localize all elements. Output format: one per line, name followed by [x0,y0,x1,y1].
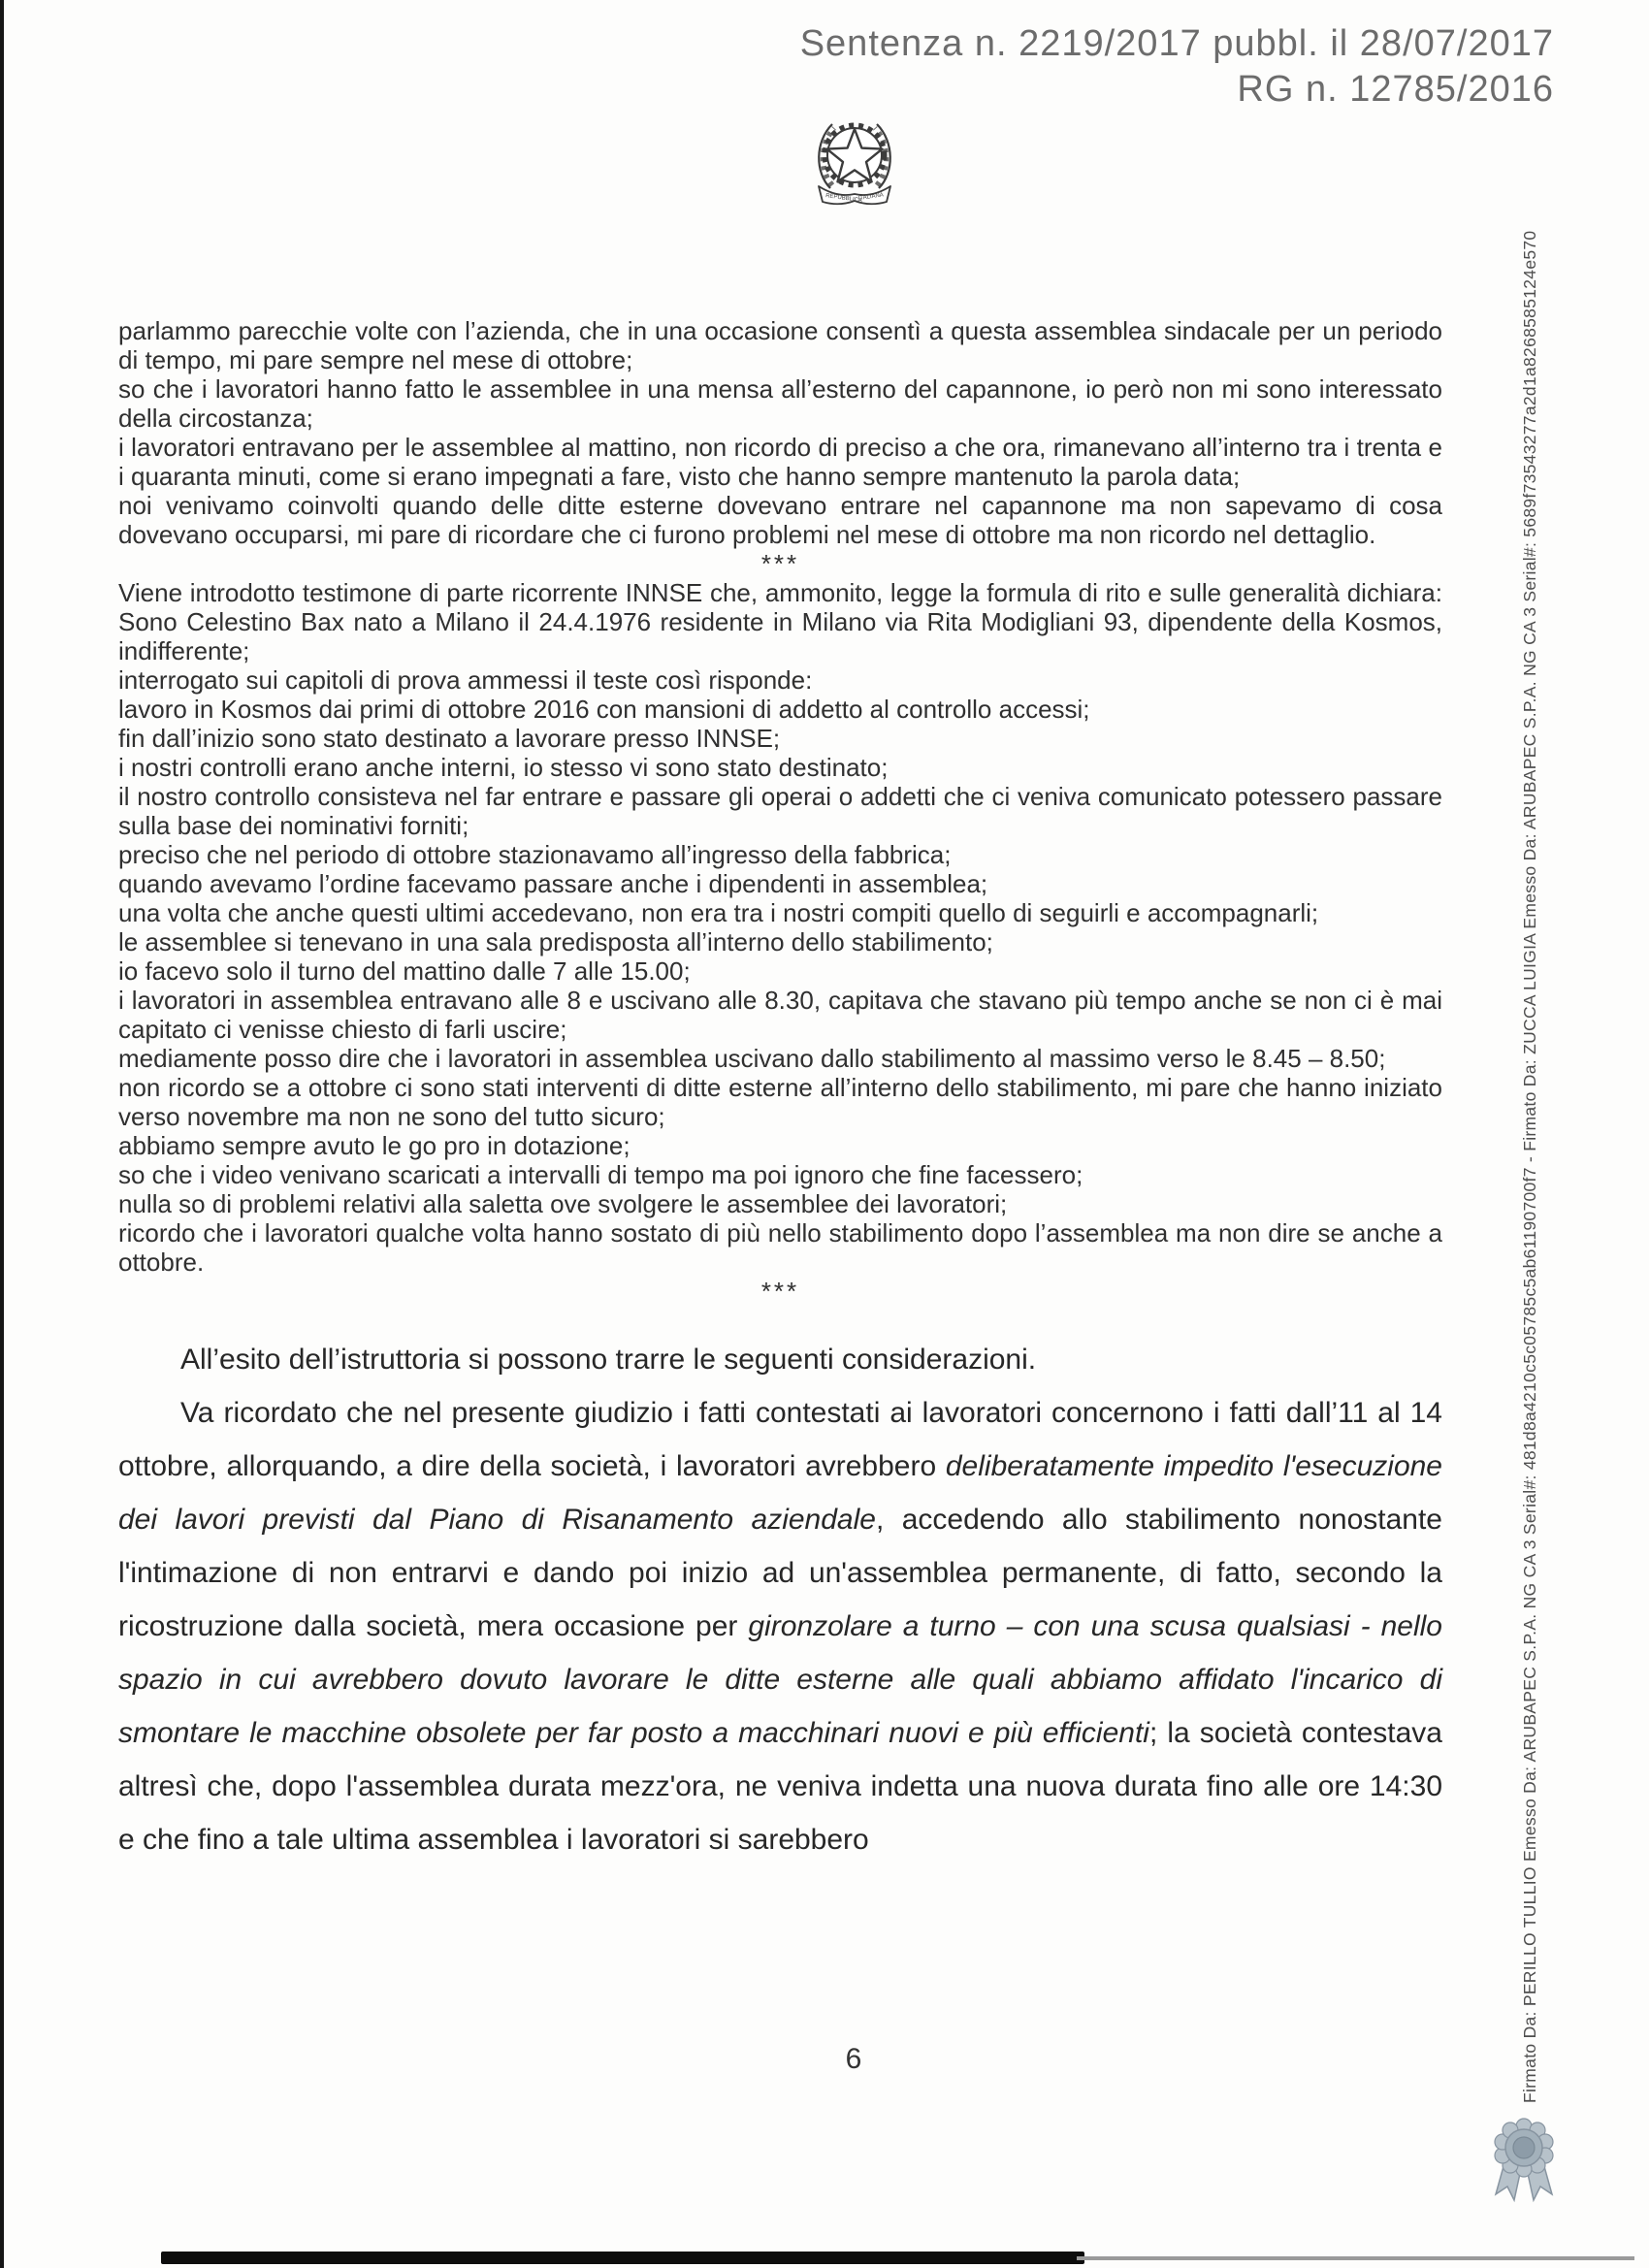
digital-signature-vertical-text: Firmato Da: PERILLO TULLIO Emesso Da: ARUBAPEC S.P.A. NG CA 3 Serial#: 481d8a4210c5c05785c5ab61190700f7 - Firmato Da: ZUCCA LUIGIA Emesso Da: ARUBAPEC S.P.A. NG CA 3 Serial#: 5689f73543277a2d1a8268585124e570 [1520,230,1539,2103]
testimony-paragraph: so che i lavoratori hanno fatto le assemblee in una mensa all’esterno del capannone, io però non mi sono interessato della circostanza; [118,374,1442,433]
considerations-paragraph: Va ricordato che nel presente giudizio i fatti contestati ai lavoratori concernono i fatti dall’11 al 14 ottobre, allorquando, a dire della società, i lavoratori avrebbero deliberatamente impedito l'esecuzione dei lavori previsti dal Piano di Risanamento aziendale, accedendo allo stabilimento nonostante l'intimazione di non entrarvi e dando poi inizio ad un'assemblea permanente, di fatto, secondo la ricostruzione dalla società, mera occasione per gironzolare a turno – con una scusa qualsiasi - nello spazio in cui avrebbero dovuto lavorare le ditte esterne alle quali abbiamo affidato l'incarico di smontare le macchine obsolete per far posto a macchinari nuovi e più efficienti; la società contestava altresì che, dopo l'assemblea durata mezz'ora, ne veniva indetta una nuova durata fino alle ore 14:30 e che fino a tale ultima assemblea i lavoratori si sarebbero [118,1397,1442,1856]
document-body [118,316,1442,1866]
testimony-paragraph: lavoro in Kosmos dai primi di ottobre 2016 con mansioni di addetto al controllo accessi; [118,695,1090,724]
scan-bottom-black-bar [161,2252,1084,2264]
emblem-banner-right-text: ITALIANA [857,192,885,202]
considerations-paragraph: All’esito dell’istruttoria si possono trarre le seguenti considerazioni. [180,1344,1037,1376]
section-separator: *** [760,549,800,578]
testimony-paragraph: interrogato sui capitoli di prova ammessi il teste così risponde: [118,665,813,695]
testimony-paragraph: le assemblee si tenevano in una sala predisposta all’interno dello stabilimento; [118,927,993,956]
scan-bottom-gray-line [1077,2256,1634,2260]
testimony-paragraph: non ricordo se a ottobre ci sono stati interventi di ditte esterne all’interno dello stabilimento, mi pare che hanno iniziato verso novembre ma non ne sono del tutto sicuro; [118,1073,1442,1131]
testimony-paragraph: mediamente posso dire che i lavoratori in assemblea uscivano dallo stabilimento al massimo verso le 8.45 – 8.50; [118,1044,1386,1073]
testimony-paragraph: quando avevamo l’ordine facevamo passare anche i dipendenti in assemblea; [118,869,988,898]
page-number: 6 [845,2043,862,2075]
header-rg-line: RG n. 12785/2016 [1237,69,1554,110]
rosette-ribbon-seal-icon [1482,2115,1566,2212]
testimony-paragraph: noi venivamo coinvolti quando delle ditte esterne dovevano entrare nel capannone ma non sapevamo di cosa dovevano occuparsi, mi pare di ricordare che ci furono problemi nel mese di ottobre ma non ricordo nel dettaglio. [118,491,1442,549]
testimony-paragraph: preciso che nel periodo di ottobre stazionavamo all’ingresso della fabbrica; [118,840,952,869]
testimony-paragraph: ricordo che i lavoratori qualche volta hanno sostato di più nello stabilimento dopo l’assemblea ma non dire se anche a ottobre. [118,1218,1442,1277]
testimony-paragraph: il nostro controllo consisteva nel far entrare e passare gli operai o addetti che ci veniva comunicato potessero passare sulla base dei nominativi forniti; [118,782,1442,840]
testimony-paragraph: nulla so di problemi relativi alla saletta ove svolgere le assemblee dei lavoratori; [118,1189,1008,1218]
judgment-header [800,21,1554,113]
testimony-paragraph: io facevo solo il turno del mattino dalle 7 alle 15.00; [118,956,691,986]
header-sentenza-line: Sentenza n. 2219/2017 pubbl. il 28/07/2017 [799,23,1554,64]
scan-left-edge-line [0,0,4,2268]
testimony-paragraph: i nostri controlli erano anche interni, io stesso vi sono stato destinato; [118,753,889,782]
testimony-block [118,316,1442,1306]
italian-republic-emblem-icon [811,114,898,211]
considerations-block [118,1333,1442,1866]
testimony-paragraph: fin dall’inizio sono stato destinato a lavorare presso INNSE; [118,724,781,753]
testimony-paragraph: i lavoratori entravano per le assemblee al mattino, non ricordo di preciso a che ora, rimanevano all’interno tra i trenta e i quaranta minuti, come si erano impegnati a fare, visto che hanno sempre mantenuto la parola data; [118,433,1442,491]
emblem-banner-left-text: REPUBBLICA [824,193,863,205]
section-separator: *** [760,1277,800,1306]
testimony-paragraph: una volta che anche questi ultimi accedevano, non era tra i nostri compiti quello di seguirli e accompagnarli; [118,898,1319,927]
testimony-paragraph: i lavoratori in assemblea entravano alle 8 e uscivano alle 8.30, capitava che stavano più tempo anche se non ci è mai capitato ci venisse chiesto di farli uscire; [118,986,1442,1044]
testimony-paragraph: Viene introdotto testimone di parte ricorrente INNSE che, ammonito, legge la formula di rito e sulle generalità dichiara: Sono Celestino Bax nato a Milano il 24.4.1976 residente in Milano via Rita Modigliani 93, dipendente della Kosmos, indifferente; [118,578,1442,665]
testimony-paragraph: so che i video venivano scaricati a intervalli di tempo ma poi ignoro che fine facessero; [118,1160,1083,1189]
testimony-paragraph: abbiamo sempre avuto le go pro in dotazione; [118,1131,630,1160]
testimony-paragraph: parlammo parecchie volte con l’azienda, che in una occasione consentì a questa assemblea sindacale per un periodo di tempo, mi pare sempre nel mese di ottobre; [118,316,1442,374]
